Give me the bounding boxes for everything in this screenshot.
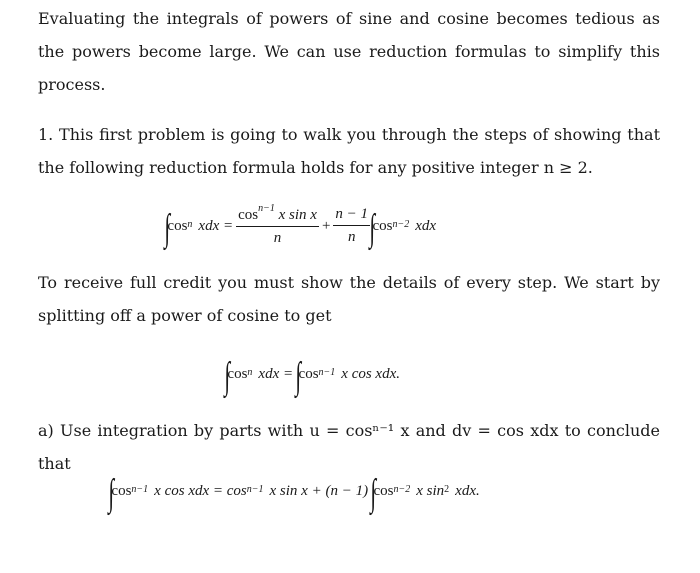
formula2-rhs: cos [298,365,319,382]
part-a-paragraph: a) Use integration by parts with u = cosⁿ⁻¹ x and dv = cos xdx to conclude that [38,421,660,473]
intro-paragraph: Evaluating the integrals of powers of sine and cosine becomes tedious as the powers become large. We can use reduction formulas to simplify this process. [38,9,660,94]
formula1-plus: + [321,217,331,234]
formula3-rhs-exp2: 2 [444,483,450,495]
formula3-rhs-exp: n−2 [393,483,411,495]
formula1-lhs: cos [167,217,188,234]
formula2-lhs: cos [227,365,248,382]
frac1-den: n [273,230,282,246]
formula1-rhs-tail: xdx [415,217,437,234]
formula2-rhs-exp: n−1 [318,366,336,378]
formula3-lhs-exp: n−1 [131,483,149,495]
formula1-fraction-2 [333,206,370,246]
formula2-lhs-exp: n [247,366,253,378]
integral-sign: ∫ [295,355,302,397]
formula3-rhs-tail: x sin [416,482,445,499]
formula1-lhs-exp: n [187,218,193,230]
formula1-fraction-1 [236,205,319,247]
frac2-num: n − 1 [333,206,370,226]
formula1-lhs-tail: xdx = [198,217,234,234]
reduction-formula [164,203,437,249]
formula3-mid-exp: n−1 [246,483,264,495]
formula1-rhs: cos [372,217,393,234]
integral-sign: ∫ [164,207,171,249]
frac2-den: n [347,229,356,245]
integral-sign: ∫ [370,472,377,514]
integral-sign: ∫ [108,472,115,514]
integral-sign: ∫ [224,355,231,397]
formula3-lhs-tail: x cos xdx = cos [154,482,247,499]
problem-1-paragraph: 1. This first problem is going to walk you through the steps of showing that the following reduction formula holds for any positive integer n ≥ 2. [38,125,660,177]
formula2-rhs-tail: x cos xdx. [341,365,400,382]
formula3-lhs: cos [111,482,132,499]
frac1-num-cos: cos [238,207,259,223]
parts-formula [108,472,480,514]
formula3-rhs-end: xdx. [455,482,480,499]
split-formula [224,355,400,397]
formula1-rhs-exp: n−2 [392,218,410,230]
credit-paragraph: To receive full credit you must show the details of every step. We start by splitting off a power of cosine to get [38,273,660,325]
formula2-lhs-tail: xdx = [258,365,294,382]
integral-sign: ∫ [369,207,376,249]
frac1-num-exp: n−1 [258,203,275,214]
formula3-mid-tail: x sin x + (n − 1) [269,482,369,499]
frac1-num-tail: x sin x [278,207,317,223]
formula3-rhs: cos [373,482,394,499]
